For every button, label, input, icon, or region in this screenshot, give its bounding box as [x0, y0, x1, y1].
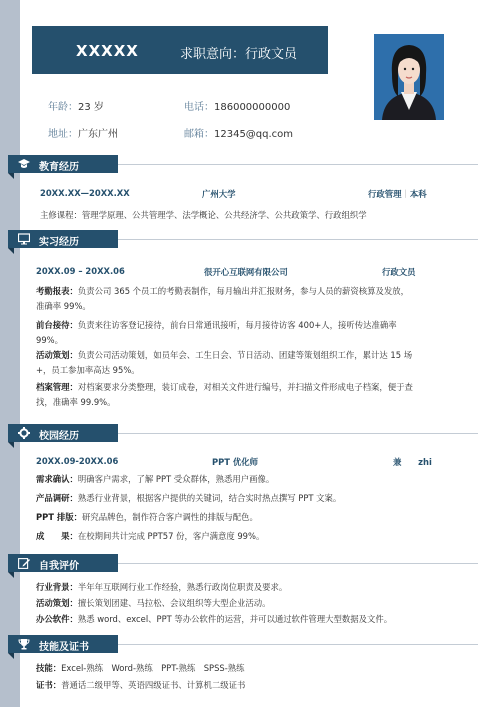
info-age: 年龄：23 岁	[48, 102, 104, 113]
gear-icon	[18, 427, 30, 439]
campus-org: PPT 优化师	[212, 457, 259, 467]
campus-item: 成 果：在校期间共计完成 PPT57 份，客户满意度 99%。	[36, 531, 265, 541]
candidate-name: XXXXX	[76, 42, 139, 60]
left-decor-strip	[0, 0, 20, 707]
section-divider	[118, 239, 478, 240]
section-divider	[118, 563, 478, 564]
section-divider	[118, 433, 478, 434]
info-phone: 电话：186000000000	[184, 102, 291, 113]
monitor-icon	[18, 233, 30, 245]
certificates-list: 证书：普通话二级甲等、英语四级证书、计算机二级证书	[36, 680, 246, 690]
campus-item: 需求确认：明确客户需求，了解 PPT 受众群体，熟悉用户画像。	[36, 474, 275, 484]
edu-major-degree: 行政管理｜本科	[368, 189, 427, 199]
intern-item: 活动策划：负责公司活动策划，如员年会、工生日会、节日活动、团建等策划组织工作，累计达 15 场 +，员工参加率高达 95%。	[36, 350, 413, 375]
intern-company: 很开心互联网有限公司	[204, 267, 288, 277]
section-divider	[118, 164, 478, 165]
trophy-icon	[18, 638, 30, 650]
section-title-skills: 技能及证书	[8, 635, 118, 653]
edu-courses: 主修课程：管理学原理、公共管理学、法学概论、公共经济学、公共政策学、行政组织学	[40, 210, 367, 220]
profile-photo	[374, 34, 444, 120]
section-title-self-eval: 自我评价	[8, 554, 118, 572]
campus-period: 20XX.09-20XX.06	[36, 456, 119, 466]
self-eval-item: 活动策划：擅长策划团建、马拉松、会议组织等大型企业活动。	[36, 598, 271, 608]
section-title-education: 教育经历	[8, 155, 118, 173]
intern-item: 考勤报表：负责公司 365 个员工的考勤表制作，每月输出并汇报财务，参与人员的薪资核算及发放， 准确率 99%。	[36, 286, 410, 311]
self-eval-item: 办公软件：熟悉 word、excel、PPT 等办公软件的运营，并可以通过软件管理大型数据及文件。	[36, 614, 393, 624]
self-eval-item: 行业背景：半年年互联网行业工作经验，熟悉行政岗位职责及要求。	[36, 582, 288, 592]
edit-icon	[18, 557, 30, 569]
intern-item: 前台接待：负责来往访客登记接待，前台日常通讯接听，每月接待访客 400+人，接听传达准确率 99%。	[36, 320, 397, 345]
info-address: 地址：广东广州	[48, 129, 118, 140]
graduation-cap-icon	[18, 158, 30, 170]
edu-period: 20XX.XX—20XX.XX	[40, 188, 130, 198]
section-title-internship: 实习经历	[8, 230, 118, 248]
job-intent: 求职意向：行政文员	[180, 47, 298, 62]
info-email: 邮箱：12345@qq.com	[184, 129, 294, 140]
campus-item: PPT 排版：研究品牌色，制作符合客户调性的排版与配色。	[36, 512, 258, 522]
campus-item: 产品调研：熟悉行业背景，根据客户提供的关键词，结合实时热点撰写 PPT 文案。	[36, 493, 342, 503]
section-title-campus: 校园经历	[8, 424, 118, 442]
intern-role: 行政文员	[382, 267, 416, 277]
header-banner	[32, 26, 328, 74]
edu-school: 广州大学	[202, 189, 236, 199]
section-divider	[118, 644, 478, 645]
intern-period: 20XX.09 – 20XX.06	[36, 266, 125, 276]
campus-role: 兼 zhi	[393, 457, 432, 467]
intern-item: 档案管理：对档案要求分类整理，装订成卷，对相关文件进行编号，并扫描文件形成电子档案，便于查 找，准确率 99.9%。	[36, 382, 413, 407]
skills-list: 技能：Excel-熟练 Word-熟练 PPT-熟练 SPSS-熟练	[36, 663, 245, 673]
